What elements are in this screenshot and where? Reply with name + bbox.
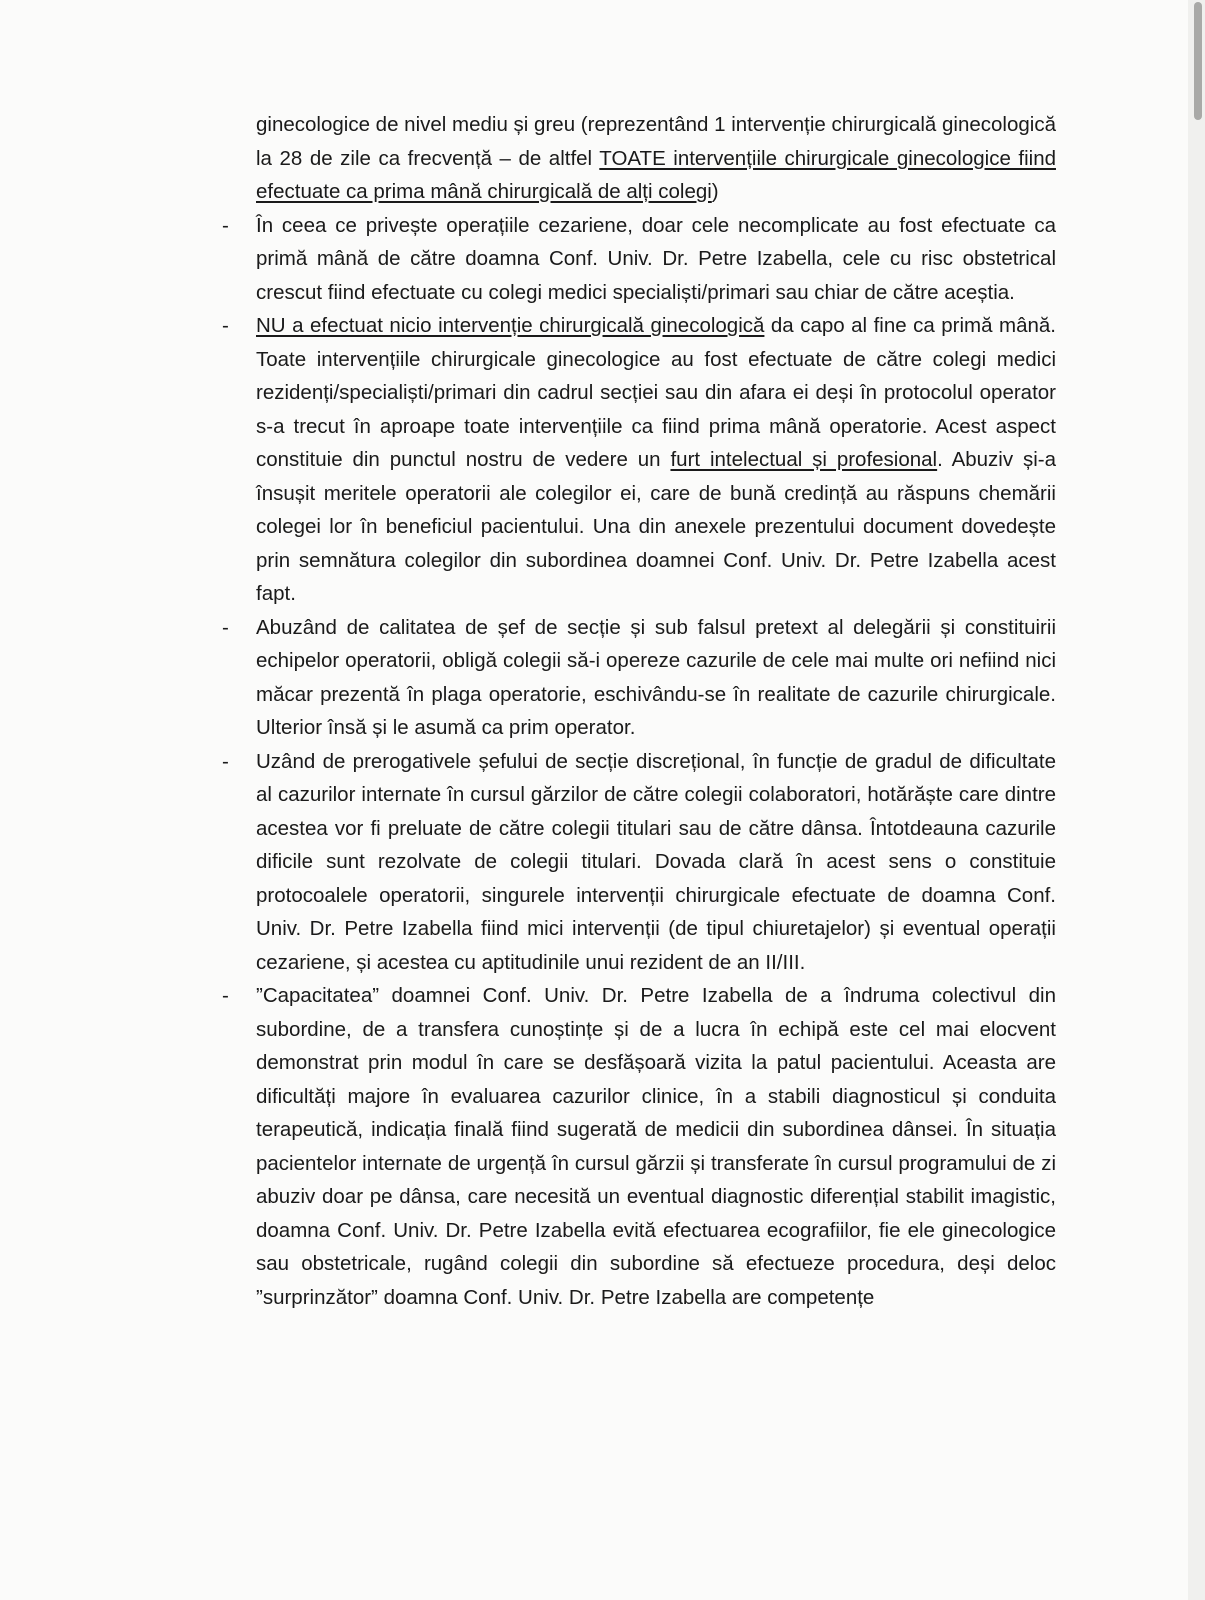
underlined-text: furt intelectual și profesional	[670, 448, 938, 471]
text-run: . Abuziv și-a însușit meritele operatorii ale colegilor ei, care de bună credință au răspuns chemării colegei lor în beneficiul pacientului. Una din anexele prezentului document dovedește prin semnătura colegilor din subordinea doamnei Conf. Univ. Dr. Petre Izabella acest fapt.	[256, 448, 1057, 605]
text-run: Abuzând de calitatea de șef de secție și sub falsul pretext al delegării și constituirii echipelor operatorii, obligă colegii să-i opereze cazurile de cele mai multe ori nefiind nici măcar prezentă în plaga operatorie, eschivându-se în realitate de cazurile chirurgicale. Ulterior însă și le asumă ca prim operator.	[256, 615, 1056, 739]
document-body	[222, 108, 1057, 1314]
text-run: Uzând de prerogativele șefului de secție discrețional, în funcție de gradul de dificultate al cazurilor internate în cursul gărzilor de către colegii colaboratori, hotărăște care dintre acestea vor fi preluate de către colegii titulari sau de către dânsa. Întotdeauna cazurile dificile sunt rezolvate de colegii titulari. Dovada clară în acest sens o constituie protocoalele operatorii, singurele intervenții chirurgicale efectuate de doamna Conf. Univ. Dr. Petre Izabella fiind mici intervenții (de tipul chiuretajelor) și eventual operații cezariene, și acestea cu aptitudinile unui rezident de an II/III.	[256, 749, 1056, 974]
bullet-dash: -	[222, 615, 229, 639]
scrollbar-thumb[interactable]	[1194, 2, 1202, 120]
text-run: ”Capacitatea” doamnei Conf. Univ. Dr. Petre Izabella de a îndruma colectivul din subordine, de a transfera cunoștințe și de a lucra în echipă este cel mai elocvent demonstrat prin modul în care se desfășoară vizita la patul pacientului. Aceasta are dificultăți majore în evaluarea cazurilor clinice, în a stabili diagnosticul și conduita terapeutică, indicația finală fiind sugerată de medicii din subordinea dânsei. În situația pacientelor internate de urgență în cursul gărzii și transferate în cursul programului de zi abuziv doar pe dânsa, care necesită un eventual diagnostic diferențial stabilit imagistic, doamna Conf. Univ. Dr. Petre Izabella evită efectuarea ecografiilor, fie ele ginecologice sau obstetricale, rugând colegii din subordine să efectueze procedura, deși deloc ”surprinzător” doamna Conf. Univ. Dr. Petre Izabella are competențe	[256, 984, 1056, 1309]
underlined-text: TOATE intervențiile chirurgicale ginecologice fiind efectuate ca prima mână chirurgicală de alți colegi	[256, 146, 1056, 203]
text-run: În ceea ce privește operațiile cezariene, doar cele necomplicate au fost efectuate ca primă mână de către doamna Conf. Univ. Dr. Petre Izabella, cele cu risc obstetrical crescut fiind efectuate cu colegi medici specialiști/primari sau chiar de către aceștia.	[256, 213, 1056, 304]
bullet-paragraph	[222, 745, 1056, 980]
bullet-dash: -	[222, 314, 229, 337]
text-run: ginecologice de nivel mediu și greu (reprezentând 1 intervenție chirurgicală ginecologică la 28 de zile ca frecvență – de altfel	[256, 113, 1056, 170]
underlined-text: NU a efectuat nicio intervenție chirurgicală ginecologică	[256, 314, 765, 337]
bullet-dash: -	[222, 749, 229, 773]
text-run: )	[711, 180, 719, 203]
bullet-dash: -	[222, 213, 229, 237]
paragraph-continuation	[256, 108, 1056, 209]
bullet-paragraph	[222, 979, 1056, 1314]
bullet-paragraph	[222, 209, 1056, 310]
vertical-scrollbar[interactable]	[1188, 0, 1205, 1600]
bullet-dash: -	[222, 984, 229, 1007]
bullet-paragraph	[222, 309, 1057, 611]
bullet-paragraph	[222, 611, 1056, 745]
text-run: da capo al fine ca primă mână. Toate intervențiile chirurgicale ginecologice au fost efectuate de către colegi medici rezidenți/specialiști/primari din cadrul secției sau din afara ei deși în protocolul operator s-a trecut în aproape toate intervențiile ca fiind prima mână operatorie. Acest aspect constituie din punctul nostru de vedere un	[256, 314, 1056, 471]
